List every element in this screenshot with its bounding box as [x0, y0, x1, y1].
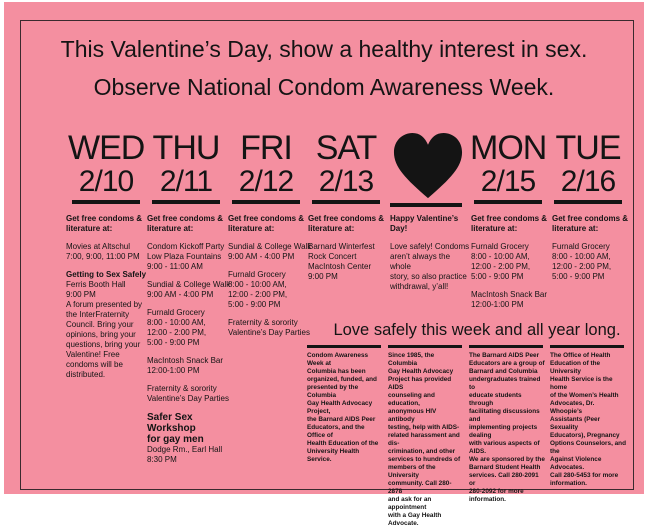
- event-item: Furnald Grocery 8:00 - 10:00 AM, 12:00 - 2:00 PM, 5:00 - 9:00 PM: [228, 270, 288, 309]
- column-wed: [66, 214, 150, 388]
- day-underline: [312, 200, 380, 204]
- event-details: Ferris Booth Hall 9:00 PM A forum presented by the InterFraternity Council. Bring your opinions, bring your questions, bring your Valentine! Free condoms will be distributed.: [66, 280, 143, 379]
- event-item: Fraternity & sorority Valentine’s Day Parties: [228, 318, 310, 337]
- event-item: Movies at Altschul 7:00, 9:00, 11:00 PM: [66, 242, 140, 261]
- day-underline: [474, 200, 542, 204]
- day-date: 2/15: [480, 165, 536, 198]
- column-thu: [147, 214, 231, 473]
- heart-icon: [391, 130, 465, 204]
- event-item: Love safely! Condoms aren’t always the whole story, so also practice withdrawal, y’all!: [390, 242, 470, 291]
- day-name: WED: [68, 129, 145, 167]
- event-details: Dodge Rm., Earl Hall 8:30 PM: [147, 445, 223, 464]
- event-item: MacIntosh Snack Bar 12:00-1:00 PM: [147, 356, 224, 375]
- tagline: Love safely this week and all year long.: [333, 321, 621, 339]
- day-header-sat: [308, 130, 384, 204]
- event-item: Fraternity & sorority Valentine’s Day Parties: [147, 384, 229, 403]
- day-date: 2/10: [78, 165, 134, 198]
- info-blurb-gay-health: Since 1985, the Columbia Gay Health Advocacy Project has provided AIDS counseling and education, anonymous HIV antibody testing, help with AIDS- related harassment and dis- crimination, and other services to hundreds of members of the University community. Call 280-2878 and ask for an appointment with a Gay Health Advocate.: [388, 352, 461, 527]
- column-fri: [228, 214, 312, 346]
- info-underline: [307, 345, 381, 348]
- day-date: 2/16: [560, 165, 616, 198]
- day-underline: [232, 200, 300, 204]
- day-name: FRI: [240, 129, 292, 167]
- day-header-tue: [550, 130, 626, 204]
- column-tue: [552, 214, 636, 290]
- event-title: Safer Sex Workshop for gay men: [147, 412, 204, 445]
- column-intro: Get free condoms & literature at:: [228, 214, 305, 233]
- day-name: MON: [470, 129, 547, 167]
- column-sat: [308, 214, 392, 290]
- day-underline: [72, 200, 140, 204]
- column-mon: [471, 214, 555, 318]
- day-date: 2/11: [159, 165, 213, 198]
- day-underline: [152, 200, 220, 204]
- info-underline: [388, 345, 462, 348]
- day-name: TUE: [555, 129, 621, 167]
- event-item: Furnald Grocery 8:00 - 10:00 AM, 12:00 - 2:00 PM, 5:00 - 9:00 PM: [147, 308, 207, 347]
- info-underline: [469, 345, 543, 348]
- column-valentines: [390, 214, 472, 300]
- day-header-wed: [68, 130, 144, 204]
- column-intro: Get free condoms & literature at:: [308, 214, 385, 233]
- day-name: SAT: [315, 129, 377, 167]
- headline-line-1: This Valentine’s Day, show a healthy interest in sex.: [60, 36, 588, 62]
- headline-line-2: Observe National Condom Awareness Week.: [93, 74, 555, 100]
- column-intro: Get free condoms & literature at:: [471, 214, 548, 233]
- column-intro: Get free condoms & literature at:: [552, 214, 629, 233]
- day-date: 2/13: [318, 165, 374, 198]
- day-header-mon: [470, 130, 546, 204]
- day-underline: [554, 200, 622, 204]
- day-header-fri: [228, 130, 304, 204]
- day-date: 2/12: [238, 165, 294, 198]
- event-item: Condom Kickoff Party Low Plaza Fountains 9:00 - 11:00 AM: [147, 242, 225, 271]
- column-intro: Happy Valentine’s Day!: [390, 214, 459, 233]
- info-blurb-health-ed: The Office of Health Education of the University Health Service is the home of the Women’s Health Advocates, Dr. Whoopie’s Assistants (Peer Sexuality Educators), Pregnancy Options Counselors, and the Against Violence Advocates. Call 280-5453 for more information.: [550, 352, 626, 487]
- column-intro: Get free condoms & literature at:: [66, 214, 143, 233]
- event-item: Sundial & College Walk 9:00 AM - 4:00 PM: [147, 280, 231, 299]
- day-name: THU: [152, 129, 220, 167]
- flyer: [4, 2, 644, 527]
- event-item: Barnard Winterfest Rock Concert MacIntosh Center 9:00 PM: [308, 242, 375, 281]
- event-item: MacIntosh Snack Bar 12:00-1:00 PM: [471, 290, 548, 309]
- column-intro: Get free condoms & literature at:: [147, 214, 224, 233]
- event-title: Getting to Sex Safely: [66, 270, 147, 279]
- day-header-thu: [148, 130, 224, 204]
- event-item: Furnald Grocery 8:00 - 10:00 AM, 12:00 - 2:00 PM, 5:00 - 9:00 PM: [471, 242, 531, 281]
- info-blurb-barnard-peer: The Barnard AIDS Peer Educators are a group of Barnard and Columbia undergraduates trained to educate students through facilitating discussions and implementing projects dealing with various aspects of AIDS. We are sponsored by the Barnard Student Health services. Call 280-2091 or 280-2092 for more information.: [469, 352, 545, 503]
- info-underline: [550, 345, 624, 348]
- event-item: Furnald Grocery 8:00 - 10:00 AM, 12:00 - 2:00 PM, 5:00 - 9:00 PM: [552, 242, 612, 281]
- event-item: Sundial & College Walk 9:00 AM - 4:00 PM: [228, 242, 312, 261]
- info-blurb-condom-week: Condom Awareness Week at Columbia has been organized, funded, and presented by the Columbia Gay Health Advocacy Project, the Barnard AIDS Peer Educators, and the Office of Health Education of the University Health Service.: [307, 352, 379, 463]
- heart-underline: [390, 203, 462, 207]
